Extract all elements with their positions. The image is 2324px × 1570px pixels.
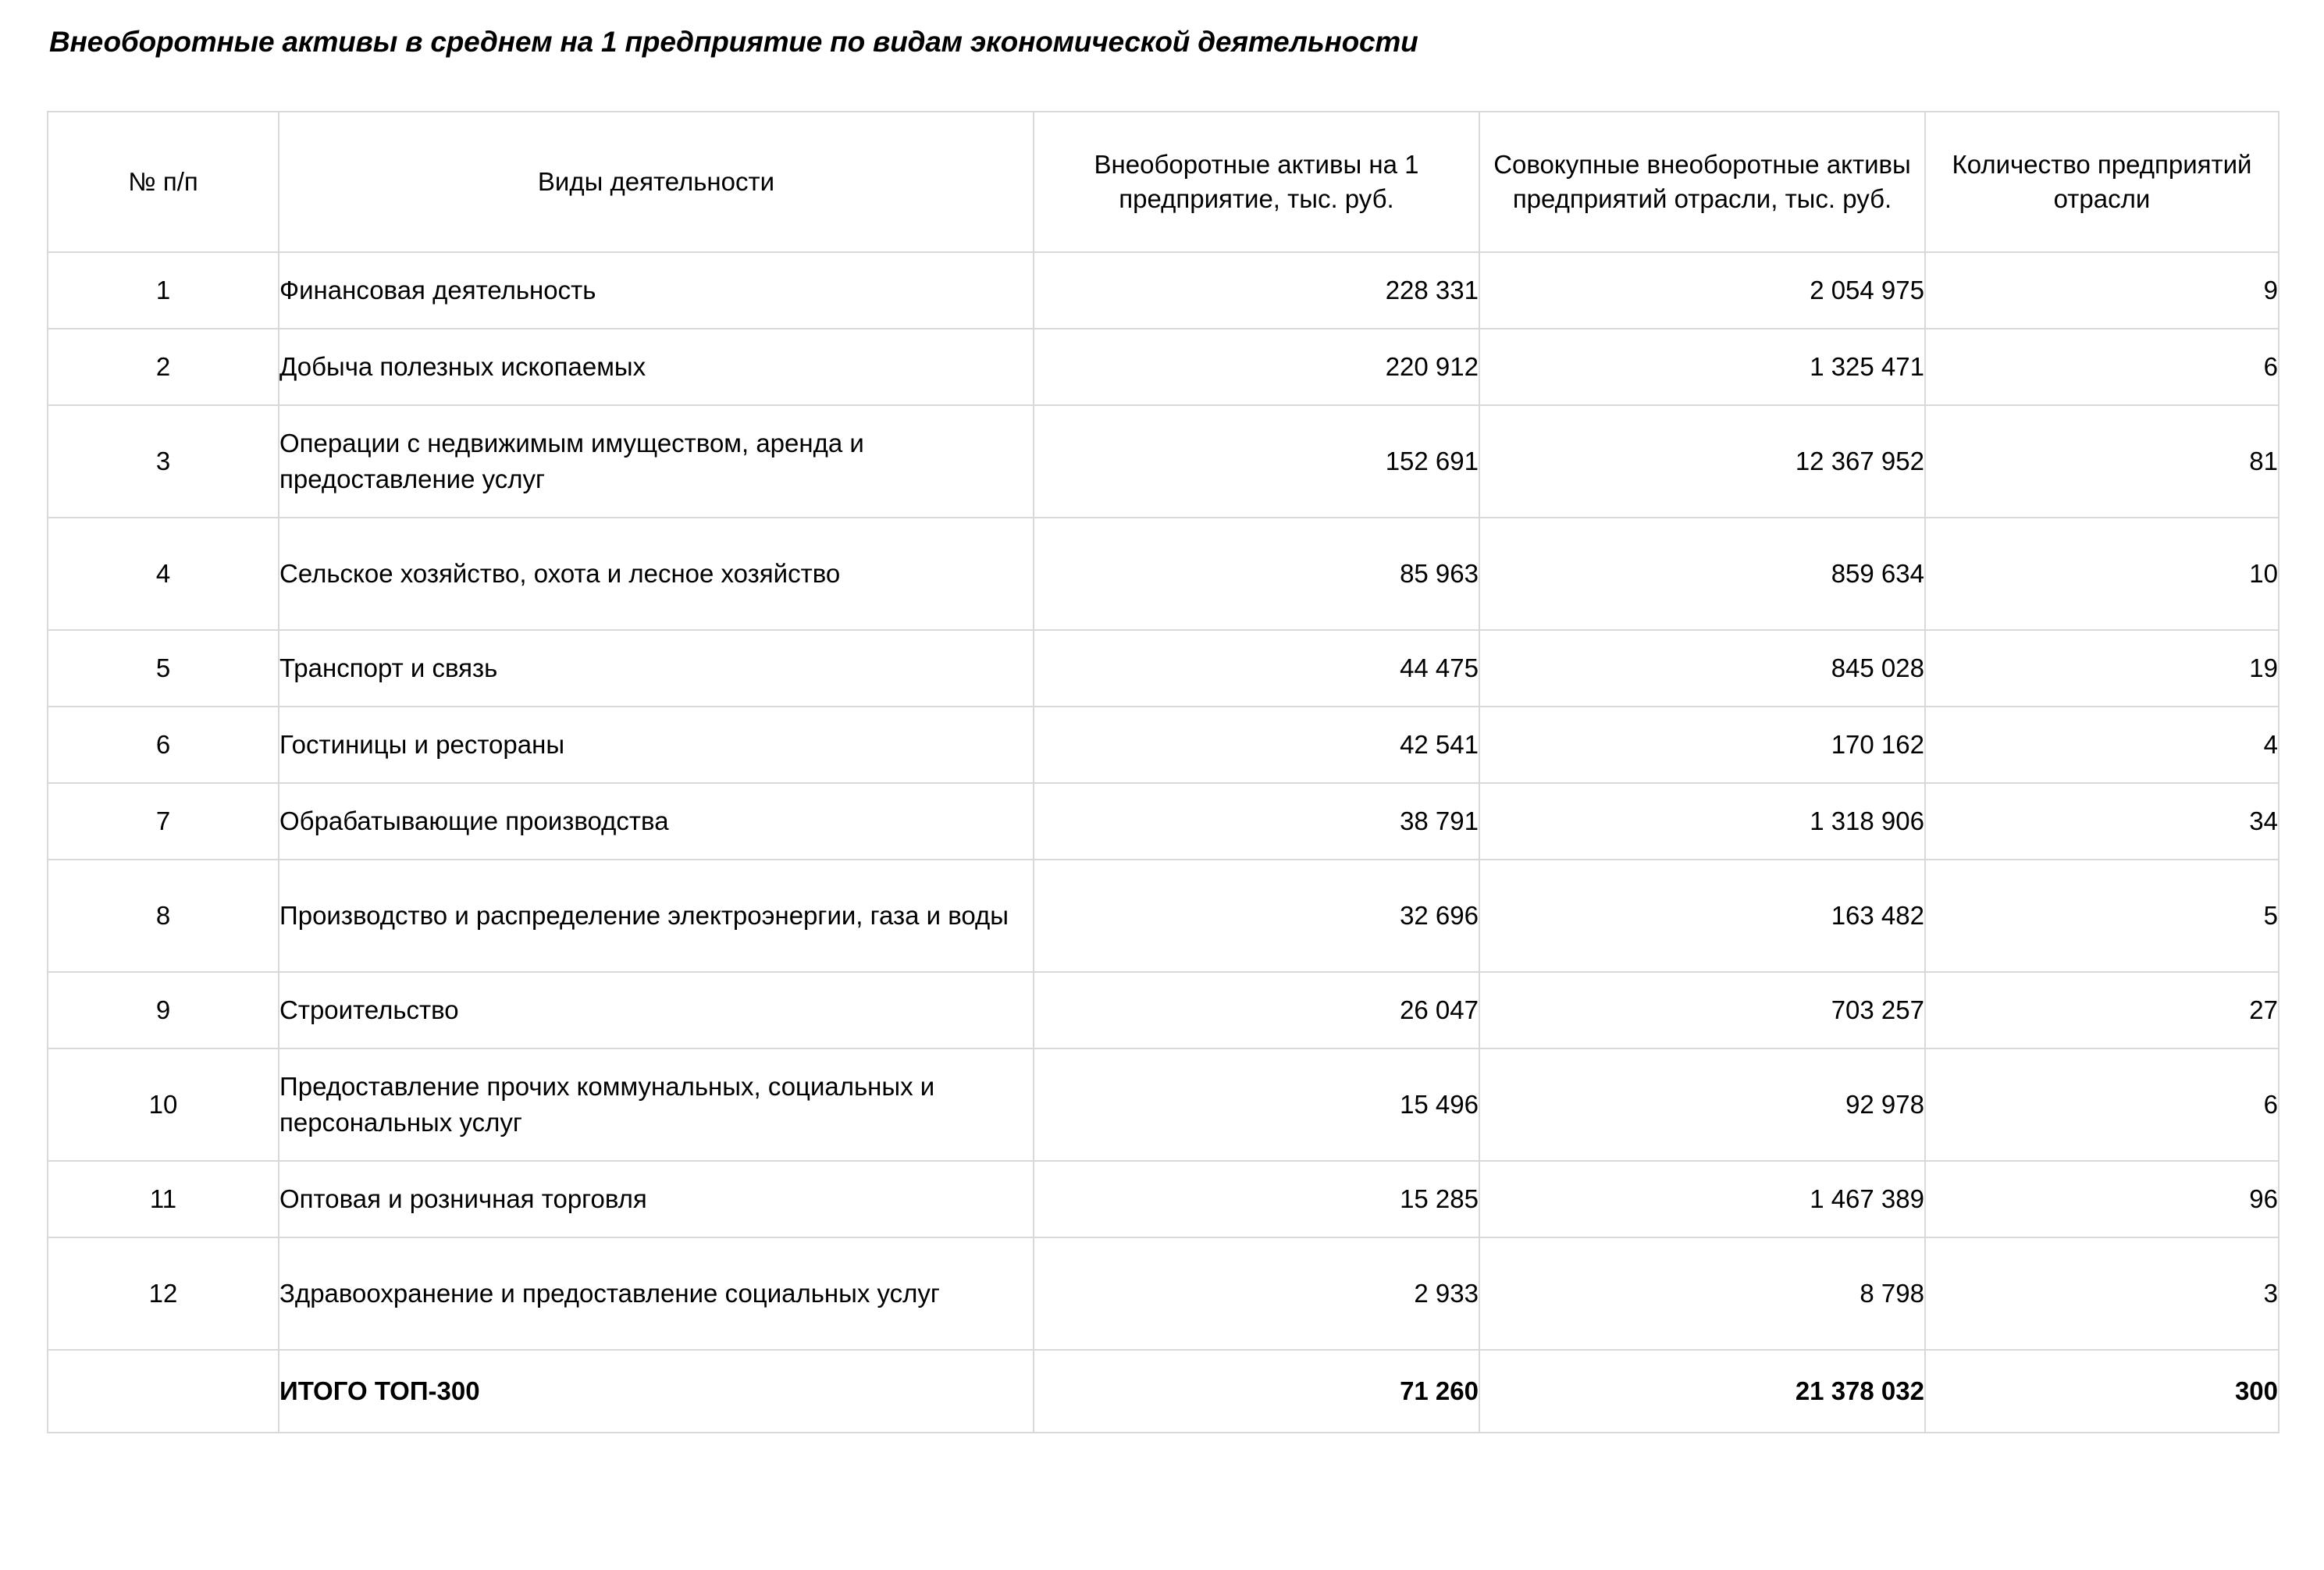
- cell-enterprise-count: 5: [1925, 860, 2279, 972]
- column-header-avg-assets: Внеоборотные активы на 1 предприятие, тыс. руб.: [1034, 112, 1479, 252]
- cell-num: 5: [48, 630, 279, 707]
- cell-enterprise-count: 3: [1925, 1237, 2279, 1350]
- cell-avg-assets: 32 696: [1034, 860, 1479, 972]
- cell-enterprise-count: 10: [1925, 518, 2279, 630]
- cell-num: 9: [48, 972, 279, 1048]
- cell-total-assets: 163 482: [1479, 860, 1925, 972]
- cell-avg-assets: 38 791: [1034, 783, 1479, 860]
- cell-total-assets: 92 978: [1479, 1048, 1925, 1161]
- cell-activity: Предоставление прочих коммунальных, социальных и персональных услуг: [279, 1048, 1034, 1161]
- cell-activity: Гостиницы и рестораны: [279, 707, 1034, 783]
- table-row: [48, 1237, 2279, 1350]
- cell-total-assets: 1 318 906: [1479, 783, 1925, 860]
- column-header-num: № п/п: [48, 112, 279, 252]
- column-header-total-assets: Совокупные внеоборотные активы предприятий отрасли, тыс. руб.: [1479, 112, 1925, 252]
- cell-total-assets: 703 257: [1479, 972, 1925, 1048]
- cell-num: 1: [48, 252, 279, 329]
- cell-avg-assets: 85 963: [1034, 518, 1479, 630]
- table-header-row: [48, 112, 2279, 252]
- cell-total-assets: 2 054 975: [1479, 252, 1925, 329]
- cell-avg-assets: 26 047: [1034, 972, 1479, 1048]
- cell-avg-assets: 220 912: [1034, 329, 1479, 405]
- cell-total-assets: 170 162: [1479, 707, 1925, 783]
- cell-num: 7: [48, 783, 279, 860]
- cell-enterprise-count: 6: [1925, 329, 2279, 405]
- table-row: [48, 252, 2279, 329]
- cell-enterprise-count: 96: [1925, 1161, 2279, 1237]
- cell-enterprise-count: 34: [1925, 783, 2279, 860]
- cell-enterprise-count: 27: [1925, 972, 2279, 1048]
- table-row: [48, 860, 2279, 972]
- cell-num: 11: [48, 1161, 279, 1237]
- cell-num: 12: [48, 1237, 279, 1350]
- cell-activity: Оптовая и розничная торговля: [279, 1161, 1034, 1237]
- page-title: Внеоборотные активы в среднем на 1 предприятие по видам экономической деятельности: [49, 26, 1418, 58]
- cell-activity: Обрабатывающие производства: [279, 783, 1034, 860]
- cell-num: 2: [48, 329, 279, 405]
- table-header: [48, 112, 2279, 252]
- cell-num: [48, 1350, 279, 1433]
- cell-enterprise-count: 9: [1925, 252, 2279, 329]
- table-row: [48, 630, 2279, 707]
- column-header-enterprise-count: Количество предприятий отрасли: [1925, 112, 2279, 252]
- cell-num: 4: [48, 518, 279, 630]
- cell-total-assets: 1 325 471: [1479, 329, 1925, 405]
- cell-activity: Транспорт и связь: [279, 630, 1034, 707]
- cell-activity: Производство и распределение электроэнергии, газа и воды: [279, 860, 1034, 972]
- cell-num: 6: [48, 707, 279, 783]
- table-row: [48, 405, 2279, 518]
- table-row: [48, 1161, 2279, 1237]
- column-header-activity: Виды деятельности: [279, 112, 1034, 252]
- cell-num: 8: [48, 860, 279, 972]
- table-row: [48, 972, 2279, 1048]
- table-row: [48, 1048, 2279, 1161]
- table-row: [48, 707, 2279, 783]
- cell-total-total-assets: 21 378 032: [1479, 1350, 1925, 1433]
- cell-total-enterprise-count: 300: [1925, 1350, 2279, 1433]
- cell-enterprise-count: 4: [1925, 707, 2279, 783]
- cell-activity: Операции с недвижимым имуществом, аренда и предоставление услуг: [279, 405, 1034, 518]
- cell-total-assets: 1 467 389: [1479, 1161, 1925, 1237]
- cell-total-assets: 12 367 952: [1479, 405, 1925, 518]
- table-total-row: [48, 1350, 2279, 1433]
- cell-total-assets: 859 634: [1479, 518, 1925, 630]
- cell-total-assets: 8 798: [1479, 1237, 1925, 1350]
- cell-enterprise-count: 6: [1925, 1048, 2279, 1161]
- cell-enterprise-count: 81: [1925, 405, 2279, 518]
- cell-total-avg-assets: 71 260: [1034, 1350, 1479, 1433]
- cell-activity: Добыча полезных ископаемых: [279, 329, 1034, 405]
- cell-avg-assets: 44 475: [1034, 630, 1479, 707]
- cell-num: 3: [48, 405, 279, 518]
- cell-activity: Финансовая деятельность: [279, 252, 1034, 329]
- cell-avg-assets: 152 691: [1034, 405, 1479, 518]
- cell-avg-assets: 228 331: [1034, 252, 1479, 329]
- table-row: [48, 518, 2279, 630]
- cell-avg-assets: 15 496: [1034, 1048, 1479, 1161]
- table-body: [48, 252, 2279, 1433]
- assets-by-activity-table: [47, 111, 2280, 1433]
- cell-avg-assets: 42 541: [1034, 707, 1479, 783]
- cell-activity: Здравоохранение и предоставление социальных услуг: [279, 1237, 1034, 1350]
- table-row: [48, 783, 2279, 860]
- table-row: [48, 329, 2279, 405]
- cell-num: 10: [48, 1048, 279, 1161]
- cell-avg-assets: 15 285: [1034, 1161, 1479, 1237]
- cell-activity: Строительство: [279, 972, 1034, 1048]
- cell-activity: Сельское хозяйство, охота и лесное хозяйство: [279, 518, 1034, 630]
- cell-enterprise-count: 19: [1925, 630, 2279, 707]
- cell-total-label: ИТОГО ТОП-300: [279, 1350, 1034, 1433]
- cell-total-assets: 845 028: [1479, 630, 1925, 707]
- cell-avg-assets: 2 933: [1034, 1237, 1479, 1350]
